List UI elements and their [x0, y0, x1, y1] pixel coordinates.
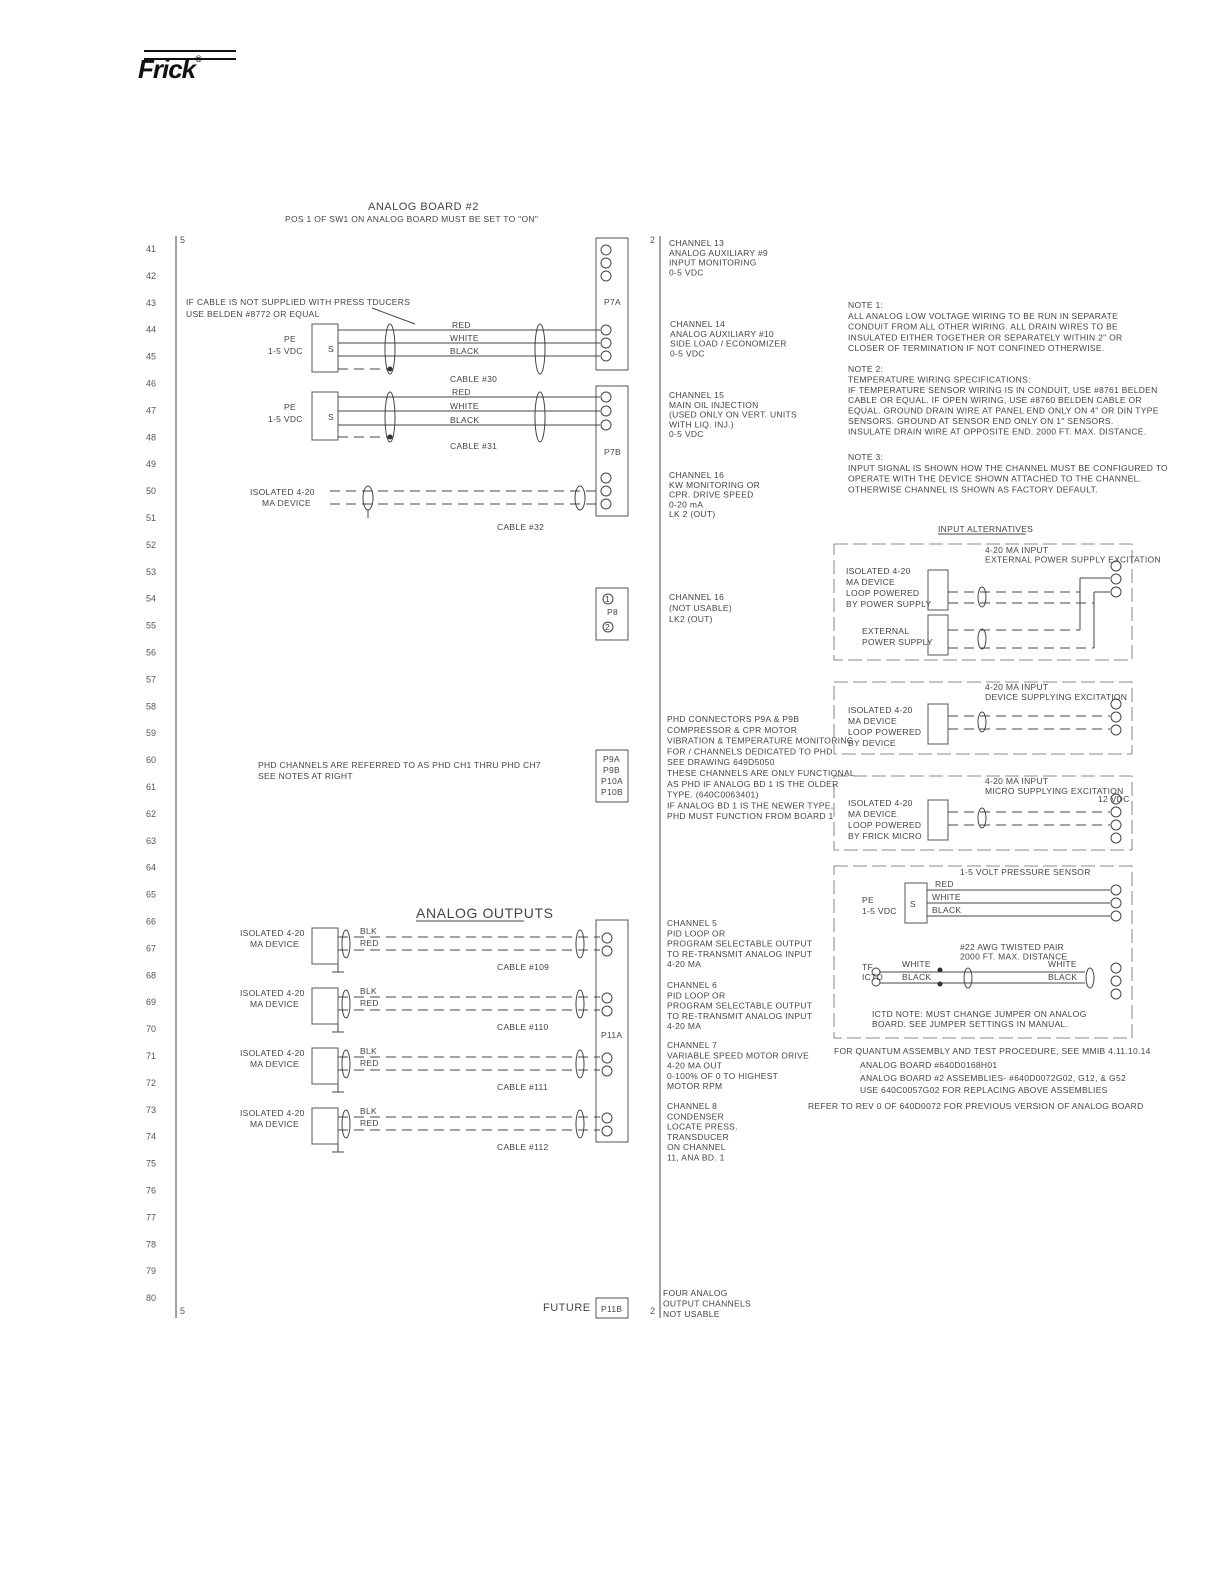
alt2-device-line-1: ISOLATED 4-20 — [848, 705, 913, 715]
p8-pin-2: 2 — [605, 622, 611, 632]
output-2-red: RED — [360, 998, 379, 1008]
alt1-device-line-1: ISOLATED 4-20 — [846, 566, 911, 576]
output-3-blk: BLK — [360, 1046, 377, 1056]
phd-connectors-line-9: IF ANALOG BD 1 IS THE NEWER TYPE, — [667, 800, 834, 811]
alt4-pe-line-1: PE — [862, 895, 874, 905]
alt3-device-line-2: MA DEVICE — [848, 809, 897, 819]
p7a-terminals-bottom — [601, 325, 611, 361]
footer-note-5: REFER TO REV 0 OF 640D0072 FOR PREVIOUS VERSION OF ANALOG BOARD — [808, 1101, 1144, 1111]
line-number-66: 66 — [146, 916, 157, 927]
alt1-title-line-2: EXTERNAL POWER SUPPLY EXCITATION — [985, 554, 1161, 565]
alt4-tp-white-right: WHITE — [1048, 959, 1077, 969]
output-2-blk: BLK — [360, 986, 377, 996]
channel-16-kw-line-5: LK 2 (OUT) — [669, 509, 716, 520]
line-number-63: 63 — [146, 835, 157, 846]
channel-5-line-1: CHANNEL 5 — [667, 918, 718, 928]
phd-connectors-line-10: PHD MUST FUNCTION FROM BOARD 1 — [667, 811, 834, 822]
channel-7-line-2: VARIABLE SPEED MOTOR DRIVE — [667, 1050, 810, 1061]
channel-8-line-5: ON CHANNEL — [667, 1142, 726, 1153]
phd-connectors-line-6: THESE CHANNELS ARE ONLY FUNCTIONAL — [667, 768, 855, 778]
phd-note-line2: SEE NOTES AT RIGHT — [258, 771, 353, 781]
line-number-73: 73 — [146, 1104, 157, 1115]
connector-p10b: P10B — [601, 787, 623, 797]
pe1-white: WHITE — [450, 333, 479, 343]
line-number-62: 62 — [146, 808, 157, 819]
alt1-device-line-2: MA DEVICE — [846, 577, 895, 587]
note-2-line-6: SENSORS. GROUND AT SENSOR END ONLY ON 1" SENSORS. — [848, 416, 1114, 426]
channel-16-kw-line-1: CHANNEL 16 — [669, 470, 725, 480]
alt4-s: S — [910, 899, 916, 909]
four-analog-outputs-line-2: OUTPUT CHANNELS — [663, 1298, 751, 1309]
phd-connectors-line-3: VIBRATION & TEMPERATURE MONITORING — [667, 735, 854, 746]
phd-connectors-line-2: COMPRESSOR & CPR MOTOR — [667, 724, 798, 735]
channel-6-line-4: TO RE-TRANSMIT ANALOG INPUT — [667, 1010, 813, 1021]
channel-7-line-4: 0-100% OF 0 TO HIGHEST — [667, 1070, 779, 1081]
connector-p9b: P9B — [603, 765, 620, 775]
note-1-line-2: ALL ANALOG LOW VOLTAGE WIRING TO BE RUN IN SEPARATE — [848, 310, 1119, 321]
cable-111-label: CABLE #111 — [497, 1082, 548, 1092]
output-device-3 — [312, 1048, 338, 1084]
line-number-58: 58 — [146, 701, 157, 712]
note-2-line-3: IF TEMPERATURE SENSOR WIRING IS IN CONDUIT, USE #8761 BELDEN — [848, 384, 1158, 395]
note-3-line-2: INPUT SIGNAL IS SHOWN HOW THE CHANNEL MUST BE CONFIGURED TO — [848, 462, 1168, 473]
four-analog-outputs-line-1: FOUR ANALOG — [663, 1288, 728, 1298]
alt4-pe-symbol — [905, 883, 927, 923]
logo-word: Frick® — [138, 54, 201, 84]
line-number-51: 51 — [146, 513, 157, 523]
channel-13-line-1: CHANNEL 13 — [669, 238, 725, 248]
note-2-line-2: TEMPERATURE WIRING SPECIFICATIONS: — [848, 374, 1031, 385]
phd-connectors-line-8: TYPE. (640C0063401) — [667, 789, 759, 800]
line-number-68: 68 — [146, 970, 157, 981]
output-device-4-label2: MA DEVICE — [250, 1119, 299, 1129]
line-number-44: 44 — [146, 324, 157, 335]
output-device-3-label1: ISOLATED 4-20 — [240, 1048, 305, 1058]
line-number-49: 49 — [146, 459, 157, 470]
analog-outputs-group — [240, 926, 612, 1152]
alt4-white: WHITE — [932, 892, 961, 902]
alt3-device-symbol — [928, 800, 948, 840]
line-number-76: 76 — [146, 1185, 157, 1196]
future-label: FUTURE — [543, 1302, 591, 1314]
channel-15-line-1: CHANNEL 15 — [669, 390, 725, 400]
right-rail-mark-bottom: 2 — [650, 1306, 656, 1316]
channel-15-line-3: (USED ONLY ON VERT. UNITS — [669, 409, 797, 420]
output-3-red: RED — [360, 1058, 379, 1068]
line-number-53: 53 — [146, 566, 157, 577]
cable-112-label: CABLE #112 — [497, 1142, 549, 1152]
phd-connectors-line-4: FOR / CHANNELS DEDICATED TO PHD — [667, 746, 833, 757]
channel-15-line-4: WITH LIQ. INJ.) — [669, 419, 734, 430]
connector-p9a: P9A — [603, 754, 620, 764]
alt2-device-symbol — [928, 704, 948, 744]
alternatives-text — [846, 545, 1161, 1029]
note-1-line-1: NOTE 1: — [848, 300, 884, 310]
connector-p7b-label: P7B — [604, 447, 621, 457]
channel-7-line-3: 4-20 MA OUT — [667, 1060, 723, 1071]
channel-8-line-3: LOCATE PRESS. — [667, 1121, 738, 1132]
channel-6-line-1: CHANNEL 6 — [667, 980, 718, 990]
channel-6-line-5: 4-20 MA — [667, 1021, 702, 1032]
isolated-input-label1: ISOLATED 4-20 — [250, 487, 315, 497]
alt2-device-line-3: LOOP POWERED — [848, 727, 922, 737]
alt4-pe-line-2: 1-5 VDC — [862, 906, 897, 916]
channel-8-line-2: CONDENSER — [667, 1111, 725, 1122]
output-1-blk: BLK — [360, 926, 377, 936]
transducer-note-leader — [372, 308, 415, 324]
pe1-black: BLACK — [450, 346, 480, 356]
pe-sensor-2 — [312, 392, 338, 440]
output-device-4 — [312, 1108, 338, 1144]
alt4-tp-black-right: BLACK — [1048, 972, 1078, 982]
line-number-47: 47 — [146, 405, 157, 416]
line-number-59: 59 — [146, 728, 157, 739]
note-3-line-4: OTHERWISE CHANNEL IS SHOWN AS FACTORY DEFAULT. — [848, 484, 1098, 495]
channel-descriptions — [663, 238, 855, 1319]
output-device-1-label1: ISOLATED 4-20 — [240, 928, 305, 938]
alt2-title-line-2: DEVICE SUPPLYING EXCITATION — [985, 692, 1128, 702]
pe2-black: BLACK — [450, 415, 480, 425]
alt2-title-line-1: 4-20 MA INPUT — [985, 682, 1049, 692]
output-1-red: RED — [360, 938, 379, 948]
notes — [848, 300, 1168, 494]
four-analog-outputs-line-3: NOT USABLE — [663, 1309, 720, 1319]
alt3-device-line-4: BY FRICK MICRO — [848, 831, 922, 841]
channel-14-line-1: CHANNEL 14 — [670, 319, 726, 329]
line-number-78: 78 — [146, 1239, 157, 1250]
note-2-line-5: EQUAL. GROUND DRAIN WIRE AT PANEL END ONLY ON 4" OR DIN TYPE — [848, 405, 1159, 416]
channel-13-line-2: ANALOG AUXILIARY #9 — [669, 247, 768, 258]
channel-8-line-6: 11, ANA BD. 1 — [667, 1152, 725, 1163]
output-4-blk: BLK — [360, 1106, 377, 1116]
channel-15-line-2: MAIN OIL INJECTION — [669, 399, 759, 410]
channel-16-kw-line-4: 0-20 mA — [669, 499, 704, 510]
channel-16-unusable-line-1: CHANNEL 16 — [669, 592, 725, 602]
output-4-red: RED — [360, 1118, 379, 1128]
channel-8-line-4: TRANSDUCER — [667, 1131, 730, 1142]
channel-15-line-5: 0-5 VDC — [669, 429, 704, 440]
note-2-line-1: NOTE 2: — [848, 364, 884, 374]
pe2-white: WHITE — [450, 401, 479, 411]
channel-14-line-2: ANALOG AUXILIARY #10 — [670, 328, 774, 339]
channel-13-line-3: INPUT MONITORING — [669, 257, 757, 268]
note-1-line-3: CONDUIT FROM ALL OTHER WIRING. ALL DRAIN WIRES TO BE — [848, 321, 1119, 332]
line-number-41: 41 — [146, 244, 157, 254]
pe-sensor-2-s: S — [328, 412, 334, 422]
line-number-55: 55 — [146, 620, 157, 631]
channel-14-line-3: SIDE LOAD / ECONOMIZER — [670, 338, 787, 349]
line-number-61: 61 — [146, 782, 157, 792]
footer-note-3: ANALOG BOARD #2 ASSEMBLIES- #640D0072G02, G12, & G52 — [860, 1073, 1127, 1083]
line-number-70: 70 — [146, 1024, 157, 1035]
output-device-2 — [312, 988, 338, 1024]
alt4-tf-line-1: TF — [862, 962, 873, 972]
channel-5-line-5: 4-20 MA — [667, 959, 702, 970]
alt1-supply-line-2: POWER SUPPLY — [862, 637, 933, 647]
p7a-terminals-top — [601, 245, 611, 281]
channel-5-line-2: PID LOOP OR — [667, 928, 726, 939]
channel-14-line-4: 0-5 VDC — [670, 348, 705, 359]
cable-31-label: CABLE #31 — [450, 441, 498, 451]
note-2-line-4: CABLE OR EQUAL. IF OPEN WIRING, USE #8760 BELDEN CABLE OR — [848, 395, 1142, 406]
channel-7-line-5: MOTOR RPM — [667, 1081, 723, 1092]
cable-30-label: CABLE #30 — [450, 374, 498, 384]
pe2-red: RED — [452, 387, 471, 397]
connector-p11b-label: P11B — [601, 1304, 623, 1314]
alt1-supply-line-1: EXTERNAL — [862, 626, 910, 636]
line-number-74: 74 — [146, 1131, 157, 1142]
line-number-46: 46 — [146, 378, 157, 389]
cable-109-label: CABLE #109 — [497, 962, 550, 972]
channel-16-kw-line-2: KW MONITORING OR — [669, 479, 761, 490]
phd-note-line1: PHD CHANNELS ARE REFERRED TO AS PHD CH1 THRU PHD CH7 — [258, 760, 541, 770]
input-alternatives-title: INPUT ALTERNATIVES — [938, 524, 1034, 534]
pe-sensor-1-range: 1-5 VDC — [268, 346, 303, 356]
line-number-79: 79 — [146, 1266, 157, 1277]
note-1-line-5: CLOSER OF TERMINATION IF NOT CONFINED OTHERWISE. — [848, 343, 1105, 354]
alt3-title-line-1: 4-20 MA INPUT — [985, 776, 1049, 786]
connector-p8-label: P8 — [607, 607, 618, 617]
line-number-72: 72 — [146, 1077, 157, 1088]
line-number-65: 65 — [146, 889, 157, 900]
alt2-device-line-2: MA DEVICE — [848, 716, 897, 726]
note-3-line-3: OPERATE WITH THE DEVICE SHOWN ATTACHED TO THE CHANNEL. — [848, 473, 1142, 484]
line-number-45: 45 — [146, 351, 157, 362]
cable-32-label: CABLE #32 — [497, 522, 545, 532]
connector-p7a-label: P7A — [604, 297, 621, 307]
line-number-71: 71 — [146, 1051, 157, 1061]
analog-outputs-title: ANALOG OUTPUTS — [416, 905, 554, 921]
footer-notes — [808, 1046, 1151, 1111]
pe-sensor-1 — [312, 324, 338, 372]
alt4-twisted-pair-line-1: #22 AWG TWISTED PAIR — [960, 942, 1065, 952]
channel-13-line-4: 0-5 VDC — [669, 267, 704, 278]
alt1-title-line-1: 4-20 MA INPUT — [985, 545, 1049, 555]
line-number-50: 50 — [146, 486, 157, 497]
left-rail-mark-top: 5 — [180, 235, 186, 245]
channel-5-line-3: PROGRAM SELECTABLE OUTPUT — [667, 938, 813, 949]
diagram-title: ANALOG BOARD #2 — [368, 201, 479, 213]
alt1-device-line-4: BY POWER SUPPLY — [846, 599, 932, 609]
alt1-device-line-3: LOOP POWERED — [846, 588, 920, 598]
channel-16-unusable-line-3: LK2 (OUT) — [669, 614, 713, 624]
line-numbers — [146, 244, 156, 1303]
note-3-line-1: NOTE 3: — [848, 452, 884, 462]
pe-sensor-2-range: 1-5 VDC — [268, 414, 303, 424]
pe-sensor-1-s: S — [328, 344, 334, 354]
channel-16-unusable-line-2: (NOT USABLE) — [669, 603, 732, 613]
footer-note-2: ANALOG BOARD #640D0168H01 — [860, 1060, 998, 1070]
output-device-2-label1: ISOLATED 4-20 — [240, 988, 305, 998]
line-number-52: 52 — [146, 539, 157, 550]
connector-p10a: P10A — [601, 776, 623, 786]
output-device-1 — [312, 928, 338, 964]
line-number-43: 43 — [146, 297, 157, 308]
alt1-supply-symbol — [928, 615, 948, 655]
right-rail-mark-top: 2 — [650, 235, 656, 245]
phd-connectors-line-7: AS PHD IF ANALOG BD 1 IS THE OLDER — [667, 778, 839, 789]
channel-7-line-1: CHANNEL 7 — [667, 1040, 718, 1050]
transducer-note-line1: IF CABLE IS NOT SUPPLIED WITH PRESS TDUCERS — [186, 297, 411, 307]
phd-connectors-line-5: SEE DRAWING 649D5050 — [667, 757, 775, 768]
alt3-device-line-3: LOOP POWERED — [848, 820, 922, 830]
alt4-twisted-pair-line-2: 2000 FT. MAX. DISTANCE — [960, 951, 1068, 962]
alt4-ictd-note-line-1: ICTD NOTE: MUST CHANGE JUMPER ON ANALOG — [872, 1009, 1087, 1019]
transducer-note-line2: USE BELDEN #8772 OR EQUAL — [186, 309, 320, 319]
alt4-title: 1-5 VOLT PRESSURE SENSOR — [960, 867, 1091, 877]
line-number-67: 67 — [146, 943, 157, 954]
line-number-60: 60 — [146, 755, 157, 766]
diagram-subtitle: POS 1 OF SW1 ON ANALOG BOARD MUST BE SET TO "ON" — [285, 214, 539, 224]
line-number-77: 77 — [146, 1212, 157, 1223]
alt3-voltage: 12 VDC — [1098, 794, 1130, 804]
line-number-57: 57 — [146, 674, 157, 685]
line-number-75: 75 — [146, 1158, 157, 1169]
pe1-red: RED — [452, 320, 471, 330]
line-number-80: 80 — [146, 1293, 157, 1304]
pe-sensor-1-label: PE — [284, 334, 296, 344]
channel-6-line-3: PROGRAM SELECTABLE OUTPUT — [667, 1000, 813, 1011]
left-rail-mark-bottom: 5 — [180, 1306, 186, 1316]
line-number-64: 64 — [146, 862, 157, 873]
phd-connectors-line-1: PHD CONNECTORS P9A & P9B — [667, 714, 800, 724]
line-number-56: 56 — [146, 647, 157, 658]
alt4-red: RED — [935, 879, 954, 889]
line-number-42: 42 — [146, 270, 157, 281]
output-device-2-label2: MA DEVICE — [250, 999, 299, 1009]
note-1-line-4: INSULATED EITHER TOGETHER OR SEPARATELY WITHIN 2" OR — [848, 332, 1123, 343]
pe-sensor-2-label: PE — [284, 402, 296, 412]
p8-pin-1: 1 — [605, 594, 611, 604]
isolated-input-label2: MA DEVICE — [262, 498, 311, 508]
cable-110-label: CABLE #110 — [497, 1022, 549, 1032]
output-device-4-label1: ISOLATED 4-20 — [240, 1108, 305, 1118]
alt4-tf-line-2: ICTD — [862, 972, 884, 982]
line-number-54: 54 — [146, 593, 157, 604]
alt4-ictd-note-line-2: BOARD. SEE JUMPER SETTINGS IN MANUAL. — [872, 1019, 1069, 1029]
output-device-1-label2: MA DEVICE — [250, 939, 299, 949]
alt4-tp-white-left: WHITE — [902, 959, 931, 969]
alt3-device-line-1: ISOLATED 4-20 — [848, 798, 913, 808]
alt4-tp-black-left: BLACK — [902, 972, 932, 982]
channel-6-line-2: PID LOOP OR — [667, 990, 726, 1001]
line-number-69: 69 — [146, 997, 157, 1008]
output-device-3-label2: MA DEVICE — [250, 1059, 299, 1069]
footer-note-4: USE 640C0057G02 FOR REPLACING ABOVE ASSEMBLIES — [860, 1085, 1108, 1095]
channel-5-line-4: TO RE-TRANSMIT ANALOG INPUT — [667, 948, 813, 959]
alt2-device-line-4: BY DEVICE — [848, 738, 896, 748]
line-number-48: 48 — [146, 432, 157, 443]
channel-8-line-1: CHANNEL 8 — [667, 1101, 718, 1111]
alt4-black: BLACK — [932, 905, 962, 915]
alt3-title-line-2: MICRO SUPPLYING EXCITATION — [985, 786, 1124, 796]
connector-p11a-label: P11A — [601, 1030, 623, 1040]
channel-16-kw-line-3: CPR. DRIVE SPEED — [669, 489, 754, 500]
footer-note-1: FOR QUANTUM ASSEMBLY AND TEST PROCEDURE, SEE MMIB 4.11.10.14 — [834, 1046, 1151, 1056]
note-2-line-7: INSULATE DRAIN WIRE AT OPPOSITE END. 2000 FT. MAX. DISTANCE. — [848, 426, 1147, 437]
